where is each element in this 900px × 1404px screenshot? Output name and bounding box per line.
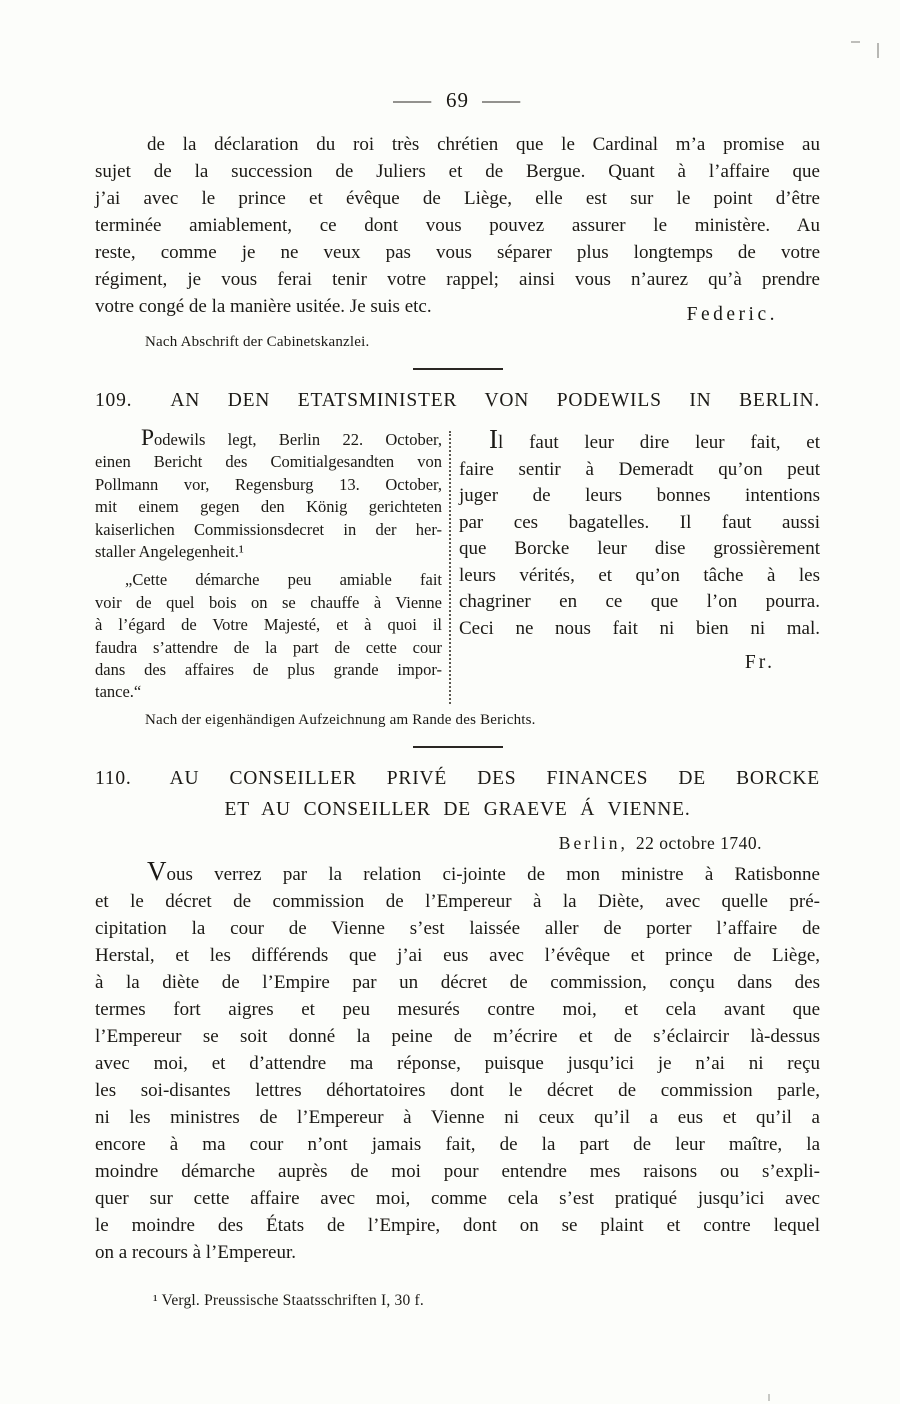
column-divider-dotted-line (449, 431, 451, 704)
document-number: 110. (95, 767, 132, 789)
text-line: et le décret de commission de l’Empereur à la Diète, avec quelle pré- (95, 890, 820, 912)
text-line: j’ai avec le prince et évêque de Liège, elle est sur le point d’être (95, 188, 820, 209)
page-number: 69 (446, 88, 469, 112)
editorial-note-column (95, 425, 442, 704)
text-line: à l’égard de Votre Majesté, et à quoi il (95, 615, 442, 635)
quoted-report-paragraph (95, 569, 442, 703)
text-line: Il faut leur dire leur fait, et (489, 424, 820, 454)
text-line: kaiserlichen Commissionsdecret in der her- (95, 519, 442, 539)
text-line: Pollmann vor, Regensburg 13. October, (95, 474, 442, 494)
text-line: cipitation la cour de Vienne s’est laissée aller de porter l’affaire de (95, 917, 820, 939)
letter-110-body-text (95, 855, 820, 1266)
page-content (95, 88, 820, 1310)
text-line: on a recours à l’Empereur. (95, 1241, 296, 1263)
text-line: staller Angelegenheit.¹ (95, 542, 244, 562)
source-note-cabinetskanzlei: Nach Abschrift der Cabinetskanzlei. (145, 334, 370, 350)
text-line: faire sentir à Demeradt qu’on peut (459, 458, 820, 480)
section-110 (95, 768, 820, 1310)
text-line: „Cette démarche peu amiable fait (125, 570, 442, 590)
text-line: Vous verrez par la relation ci-jointe de mon ministre à Ratisbonne (147, 855, 820, 886)
document-109-heading (95, 390, 820, 412)
royal-marginal-note-column (459, 424, 820, 704)
text-line: ni les ministres de l’Empereur à Vienne ni ceux qu’il a eus et qu’il a (95, 1106, 820, 1128)
letter-body-text (95, 131, 820, 320)
text-line: encore à ma cour n’ont jamais fait, de la part de leur maître, la (95, 1133, 820, 1155)
royal-note-paragraph (459, 424, 820, 642)
text-line: avec moi, et d’attendre ma réponse, puisque jusqu’ici je n’ai ni reçu (95, 1052, 820, 1074)
document-number: 109. (95, 390, 133, 411)
document-title-line2: ET AU CONSEILLER DE GRAEVE Á VIENNE. (224, 798, 691, 820)
text-line: Ceci ne nous fait ni bien ni mal. (459, 617, 820, 639)
text-line: à la diète de l’Empire par un décret de commission, conçu dans des (95, 971, 820, 993)
two-column-block (95, 424, 820, 704)
text-line: tance.“ (95, 682, 142, 702)
scan-artifact-dash (851, 41, 860, 43)
text-line: de la déclaration du roi très chrétien que le Cardinal m’a promise au (147, 134, 820, 155)
letter-continuation (95, 131, 820, 351)
text-line: que Borcke leur dise grossièrement (459, 538, 820, 559)
text-line: einen Bericht des Comitialgesandten von (95, 452, 442, 472)
header-dash-left: — (393, 88, 433, 112)
editorial-note-paragraph (95, 425, 442, 563)
text-line: Podewils legt, Berlin 22. October, (141, 425, 442, 451)
section-109 (95, 390, 820, 729)
header-dash-right: — (482, 88, 522, 112)
text-line: mit einem gegen den König gerichteten (95, 497, 442, 517)
signature-fr: Fr. (744, 652, 775, 673)
section-divider-rule (413, 746, 503, 748)
footnote: ¹ Vergl. Preussische Staatsschriften I, 30 f. (153, 1291, 424, 1309)
text-line: sujet de la succession de Juliers et de Bergue. Quant à l’affaire que (95, 161, 820, 182)
text-line: moindre démarche auprès de moi pour entendre mes raisons ou s’expli- (95, 1160, 820, 1182)
text-line: votre congé de la manière usitée. Je suis etc. (95, 296, 432, 317)
section-divider-rule (413, 368, 503, 370)
text-line: terminée amiablement, ce dont vous pouvez assurer le ministère. Au (95, 215, 820, 236)
text-line: faudra s’attendre de la part de cette cour (95, 637, 442, 657)
text-line: voir de quel bois on se chauffe à Vienne (95, 592, 442, 612)
scan-artifact-bottom (768, 1394, 770, 1401)
text-line: chagriner en ce que l’on pourra. (459, 591, 820, 612)
dateline-place: Berlin, (558, 832, 628, 853)
text-line: régiment, je vous ferai tenir votre rappel; ainsi vous n’aurez qu’à prendre (95, 269, 820, 290)
text-line: Herstal, et les différends que j’ai eus avec l’évêque et prince de Liège, (95, 944, 820, 966)
dateline-date: 22 octobre 1740. (635, 832, 762, 853)
dateline (95, 833, 820, 854)
text-line: reste, comme je ne veux pas vous séparer plus longtemps de votre (95, 242, 820, 263)
document-title: AN DEN ETATSMINISTER VON PODEWILS IN BERLIN. (170, 390, 820, 411)
document-title-line1: AU CONSEILLER PRIVÉ DES FINANCES DE BORCKE (169, 767, 820, 789)
source-note-aufzeichnung: Nach der eigenhändigen Aufzeichnung am Rande des Berichts. (145, 711, 536, 728)
text-line: leurs vérités, et qu’on tâche à les (459, 564, 820, 586)
text-line: les soi-disantes lettres déhortatoires dont le décret de commission parle, (95, 1079, 820, 1101)
text-line: quer sur cette affaire avec moi, comme cela s’est pratiqué jusqu’ici avec (95, 1187, 820, 1209)
text-line: le moindre des États de l’Empire, dont on se plaint et contre lequel (95, 1214, 820, 1236)
scan-artifact-tick (877, 43, 879, 58)
text-line: juger de leurs bonnes intentions (459, 485, 820, 506)
text-line: l’Empereur se soit donné la peine de m’écrire et de s’éclaircir là-dessus (95, 1025, 820, 1047)
text-line: par ces bagatelles. Il faut aussi (459, 511, 820, 533)
document-110-heading (95, 768, 820, 790)
text-line: termes fort aigres et peu mesurés contre moi, et cela avant que (95, 998, 820, 1020)
page-header (95, 88, 820, 113)
text-line: dans des affaires de plus grande impor- (95, 660, 442, 680)
signature-federic: Federic. (686, 304, 778, 325)
